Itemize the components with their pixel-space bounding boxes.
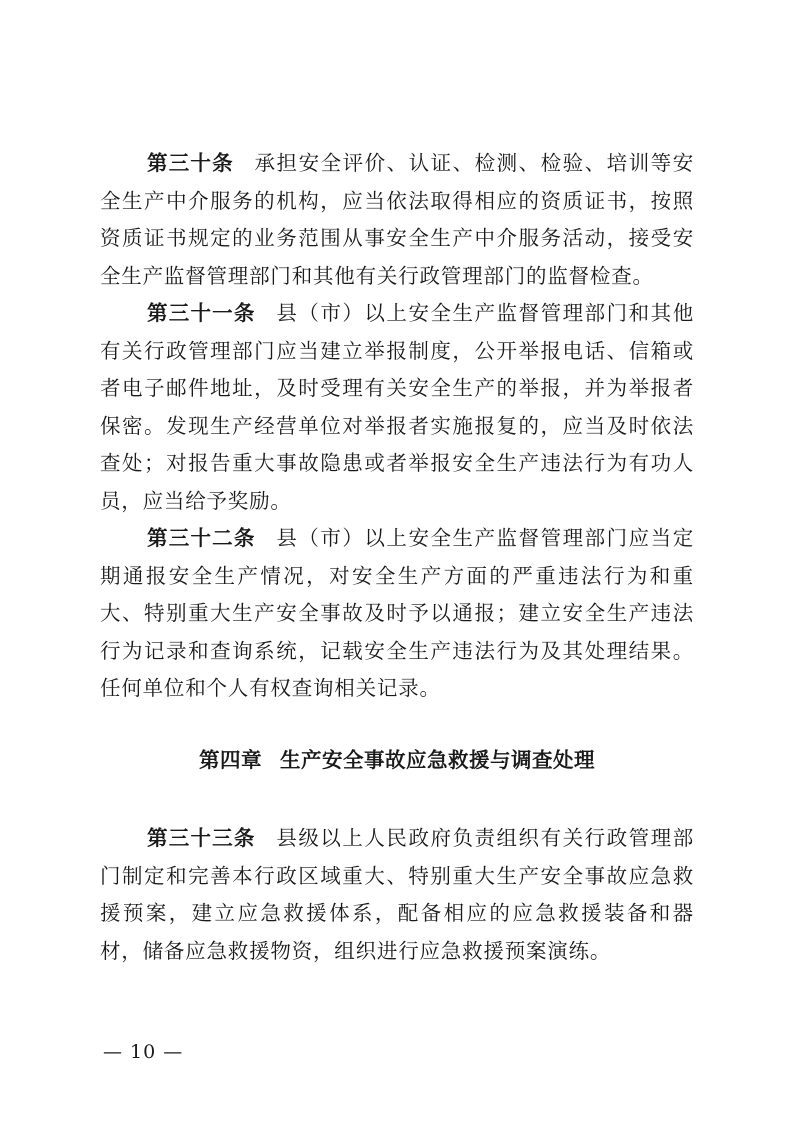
article-text: 县（市）以上安全生产监督管理部门和其他有关行政管理部门应当建立举报制度，公开举报电话、信箱或者电子邮件地址，及时受理有关安全生产的举报，并为举报者保密。发现生产经营单位对举报者实施报复的，应当及时依法查处；对报告重大事故隐患或者举报安全生产违法行为有功人员，应当给予奖励。 [100,301,695,513]
chapter-number: 第四章 [199,748,262,772]
article-number: 第三十二条 [147,526,256,550]
article-text: 县（市）以上安全生产监督管理部门应当定期通报安全生产情况，对安全生产方面的严重违法行为和重大、特别重大生产安全事故及时予以通报；建立安全生产违法行为记录和查询系统，记载安全生产违法行为及其处理结果。任何单位和个人有权查询相关记录。 [100,526,695,700]
page-number: — 10 — [103,1041,184,1063]
chapter-title: 生产安全事故应急救援与调查处理 [280,748,595,772]
article-31 [100,295,694,520]
article-32 [100,520,694,708]
article-number: 第三十条 [147,151,234,175]
article-33 [100,820,694,970]
article-text: 县级以上人民政府负责组织有关行政管理部门制定和完善本行政区域重大、特别重大生产安全事故应急救援预案，建立应急救援体系，配备相应的应急救援装备和器材，储备应急救援物资，组织进行应急救援预案演练。 [100,826,695,963]
article-number: 第三十三条 [147,826,256,850]
article-30 [100,145,694,295]
article-text: 承担安全评价、认证、检测、检验、培训等安全生产中介服务的机构，应当依法取得相应的资质证书，按照资质证书规定的业务范围从事安全生产中介服务活动，接受安全生产监督管理部门和其他有关行政管理部门的监督检查。 [100,151,695,288]
article-number: 第三十一条 [147,301,256,325]
chapter-heading [100,745,694,775]
